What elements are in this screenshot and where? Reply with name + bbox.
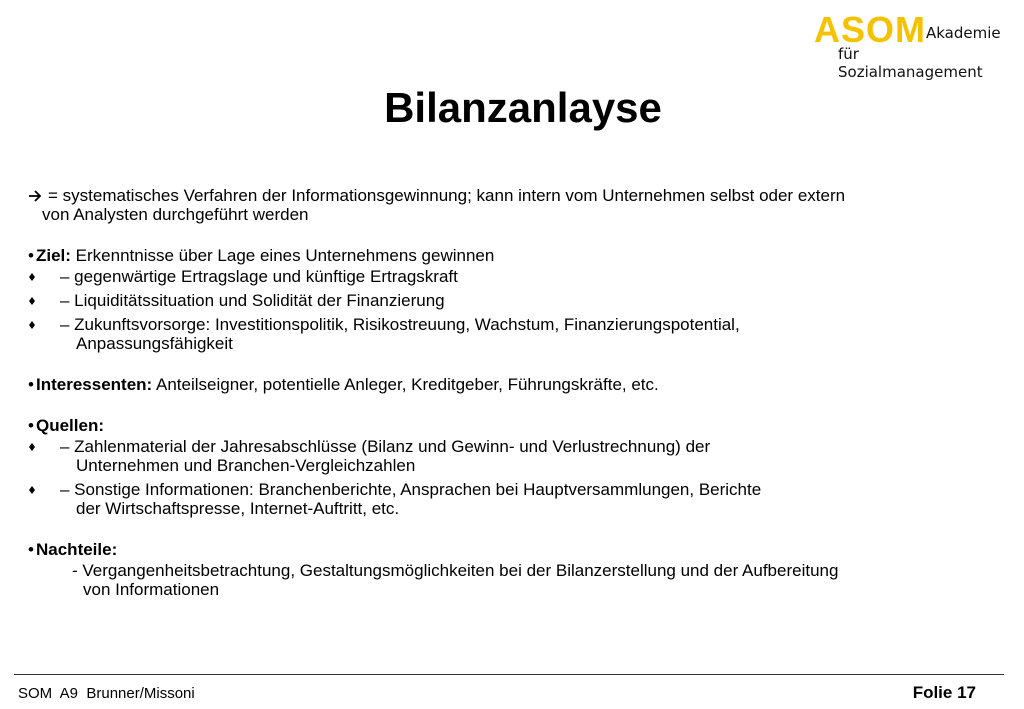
ziel-label: Ziel:: [36, 246, 71, 265]
list-item: [28, 437, 988, 475]
diamond-bullet-icon: [28, 480, 60, 518]
bullet-dot: •: [28, 375, 34, 394]
ziel-heading: [28, 246, 988, 265]
bullet-dot: •: [28, 416, 34, 435]
quellen-item-1: – Zahlenmaterial der Jahresabschlüsse (Bilanz und Gewinn- und Verlustrechnung) der: [60, 437, 711, 456]
list-item: [28, 291, 988, 310]
bullet-dot: •: [28, 540, 34, 559]
ziel-item-1: – gegenwärtige Ertragslage und künftige Ertragskraft: [60, 267, 458, 286]
definition-paragraph: [28, 186, 988, 224]
diamond-bullet-icon: [28, 291, 60, 310]
diamond-bullet-icon: [28, 437, 60, 475]
logo-subtitle: für Sozialmanagement: [838, 45, 983, 81]
slide-body: [28, 186, 988, 599]
interessenten-label: Interessenten:: [36, 375, 153, 394]
ziel-item-2: – Liquiditätssituation und Solidität der Finanzierung: [60, 291, 445, 310]
nachteile-line-1: - Vergangenheitsbetrachtung, Gestaltungsmöglichkeiten bei der Bilanzerstellung und der Aufbereitung: [72, 561, 839, 580]
logo-brand: ASOM: [814, 9, 926, 50]
nachteile-heading: [28, 540, 988, 559]
quellen-heading: [28, 416, 988, 435]
quellen-item-2-cont: der Wirtschaftspresse, Internet-Auftritt, etc.: [76, 499, 400, 518]
definition-line-2: von Analysten durchgeführt werden: [42, 205, 309, 224]
definition-line-1: = systematisches Verfahren der Informationsgewinnung; kann intern vom Unternehmen selbst oder extern: [48, 186, 846, 205]
slide-number: Folie 17: [912, 683, 976, 702]
list-item: [28, 480, 988, 518]
diamond-bullet-icon: [28, 267, 60, 286]
slide-title: Bilanzanlayse: [384, 84, 662, 131]
quellen-item-2: – Sonstige Informationen: Branchenberichte, Ansprachen bei Hauptversammlungen, Berichte: [60, 480, 762, 499]
ziel-item-3: – Zukunftsvorsorge: Investitionspolitik, Risikostreuung, Wachstum, Finanzierungspotential,: [60, 315, 740, 334]
list-item: [28, 315, 988, 353]
interessenten-text: Anteilseigner, potentielle Anleger, Kreditgeber, Führungskräfte, etc.: [152, 375, 659, 394]
ziel-item-3-cont: Anpassungsfähigkeit: [76, 334, 233, 353]
nachteile-item: [28, 561, 988, 599]
asom-logo: [814, 8, 1006, 81]
footer-divider: [14, 674, 1004, 675]
list-item: [28, 267, 988, 286]
nachteile-line-2: von Informationen: [83, 580, 220, 599]
ziel-text: Erkenntnisse über Lage eines Unternehmens gewinnen: [70, 246, 495, 265]
footer-author: SOM A9 Brunner/Missoni: [18, 685, 195, 702]
nachteile-label: Nachteile:: [36, 540, 118, 559]
logo-word: Akademie: [926, 24, 1001, 42]
diamond-bullet-icon: [28, 315, 60, 353]
bullet-dot: •: [28, 246, 34, 265]
quellen-item-1-cont: Unternehmen und Branchen-Vergleichzahlen: [76, 456, 416, 475]
interessenten-paragraph: [28, 375, 988, 394]
quellen-label: Quellen:: [36, 416, 105, 435]
